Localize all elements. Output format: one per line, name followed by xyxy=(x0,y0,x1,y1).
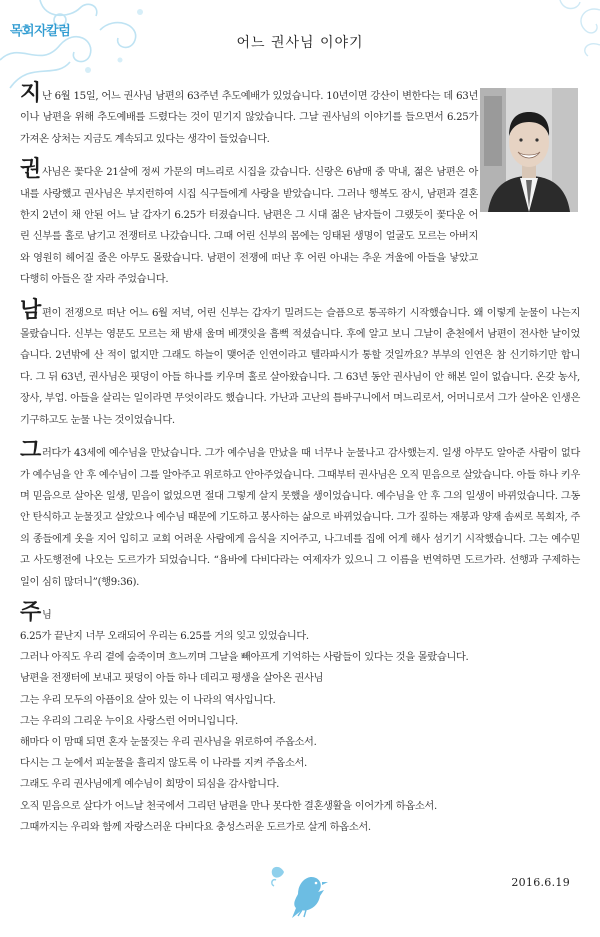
prayer-line: 그는 우리의 그리운 누이요 사랑스런 어머니입니다. xyxy=(20,715,238,727)
column-label: 목회자칼럼 xyxy=(10,24,71,39)
date: 2016.6.19 xyxy=(511,876,570,889)
paragraph-4 xyxy=(20,438,580,593)
paragraph-text: 난 6월 15일, 어느 권사님 남편의 63주년 추도예배가 있었습니다. 10년이면 강산이 변한다는 데 63년이나 남편을 위해 추도예배를 드렸다는 것이 믿기지 않았습니다. 그날 권사님의 이야기를 들으면서 6.25가 가져온 상처는 지금도 계속되고 있다는 생각이 들었습니다. xyxy=(20,91,478,145)
paragraph-text: 편이 전쟁으로 떠난 어느 6월 저녁, 어린 신부는 갑자기 밀려드는 슬픔으로 통곡하기 시작했습니다. 왜 이렇게 눈물이 나는지 몰랐습니다. 신부는 영문도 모르는 채 밤새 울며 베갯잇을 흠뻑 적셨습니다. 후에 알고 보니 그날이 춘천에서 남편이 전사한 날이었습니다. 2년밖에 산 적이 없지만 그래도 하늘이 맺어준 인연이라고 텔라파시가 통할 것일까요? 부부의 인연은 참 신기하기만 합니다. 그 뒤 63년, 권사님은 핏덩이 아들 하나를 키우며 홀로 살아왔습니다. 그 63년 동안 권사님이 안 해본 일이 없습니다. 온갖 농사, 장사, 부업. 아들을 살리는 일이라면 무엇이라도 했습니다. 가난과 고난의 틈바구니에서 며느리로서, 어머니로서 그가 살아온 인생은 기구하고도 눈물 나는 것이었습니다. xyxy=(20,307,580,426)
bird-icon xyxy=(262,860,342,920)
prayer-line: 6.25가 끝난지 너무 오래되어 우리는 6.25를 거의 잊고 있었습니다. xyxy=(20,630,309,642)
dropcap: 권 xyxy=(20,157,41,183)
article-body xyxy=(20,81,580,838)
prayer-line: 그러나 아직도 우리 곁에 숨죽이며 흐느끼며 그날을 빼아프게 기억하는 사람들이 있다는 것을 몰랐습니다. xyxy=(20,652,469,664)
dropcap: 남 xyxy=(20,297,41,323)
paragraph-text: 사님은 꽃다운 21살에 정씨 가문의 며느리로 시집을 갔습니다. 신랑은 6남매 중 막내, 젊은 남편은 아내를 사랑했고 권사님은 부지런하여 시집 식구들에게 사랑을 받았습니다. 그러나 행복도 잠시, 남편과 결혼한지 2년이 채 안된 어느 날 갑자기 6.25가 터졌습니다. 남편은 그 시대 젊은 남자들이 그랬듯이 꽃다운 어린 신부를 홀로 남기고 전쟁터로 나갔습니다. 그때 어린 신부의 몸에는 잉태된 생명이 얼굴도 모르는 아버지와 영원히 헤어질 줄은 아무도 몰랐습니다. 남편이 전쟁에 떠난 후 어린 아내는 추운 겨울에 아들을 낳았고 다행히 아들은 잘 자라 주었습니다. xyxy=(20,167,478,286)
dropcap: 지 xyxy=(20,81,41,106)
prayer-line: 그래도 우리 권사님에게 예수님이 희망이 되심을 감사합니다. xyxy=(20,779,280,791)
dropcap: 주 xyxy=(20,599,41,625)
dropcap: 그 xyxy=(20,438,41,464)
prayer-line: 남편을 전쟁터에 보내고 핏덩이 아들 하나 데리고 평생을 살아온 권사님 xyxy=(20,673,324,685)
prayer-line: 그때까지는 우리와 함께 자랑스러운 다비다요 충성스러운 도르가로 살게 하옵소서. xyxy=(20,821,371,833)
paragraph-3 xyxy=(20,297,580,431)
prayer-heading: 주님 xyxy=(20,599,52,625)
page-title: 어느 권사님 이야기 xyxy=(236,35,364,51)
prayer-line: 오직 믿음으로 살다가 어느날 천국에서 그리던 남편을 만나 못다한 결혼생활을 이어가게 하옵소서. xyxy=(20,800,437,812)
prayer-line: 다시는 그 눈에서 피눈물을 흘리지 않도록 이 나라를 지켜 주옵소서. xyxy=(20,758,307,770)
paragraph-1 xyxy=(20,81,580,150)
prayer-line: 그는 우리 모두의 아픔이요 살아 있는 이 나라의 역사입니다. xyxy=(20,694,276,706)
paragraph-text: 러다가 43세에 예수님을 만났습니다. 그가 예수님을 만났을 때 너무나 눈물나고 감사했는지. 일생 아무도 알아준 사람이 없다가 예수님을 안 후 예수님이 그를 알아주고 위로하고 안아주었습니다. 그때부터 권사님은 오직 믿음으로 살았습니다. 아들 하나 키우며 믿음으로 살아온 일생, 믿음이 없었으면 절대 그렇게 살지 못했을 생이었습니다. 예수님을 안 후 그의 일생이 바뀌었습니다. 그동안 탄식하고 눈물짓고 살았으나 예수님 때문에 기도하고 봉사하는 삶으로 바뀌었습니다. 그가 짚하는 재봉과 양재 솜씨로 목회자, 주의 종들에게 옷을 지어 입히고 교회 어려운 사람에게 음식을 지어주고, 나그네를 집에 어게 해사 섬기기 시작했습니다. 그는 예수믿고 사도행전에 나오는 도르가가 되었습니다. “욥바에 다비다라는 여제자가 있으니 그 이름을 번역하면 도르가라. 선행과 구제하는 일이 심히 많더니”(행9:36). xyxy=(20,448,580,588)
prayer-line: 해마다 이 맘때 되면 혼자 눈물짓는 우리 권사님을 위로하여 주옵소서. xyxy=(20,736,317,748)
closing-prayer xyxy=(20,599,580,838)
paragraph-2 xyxy=(20,157,580,290)
